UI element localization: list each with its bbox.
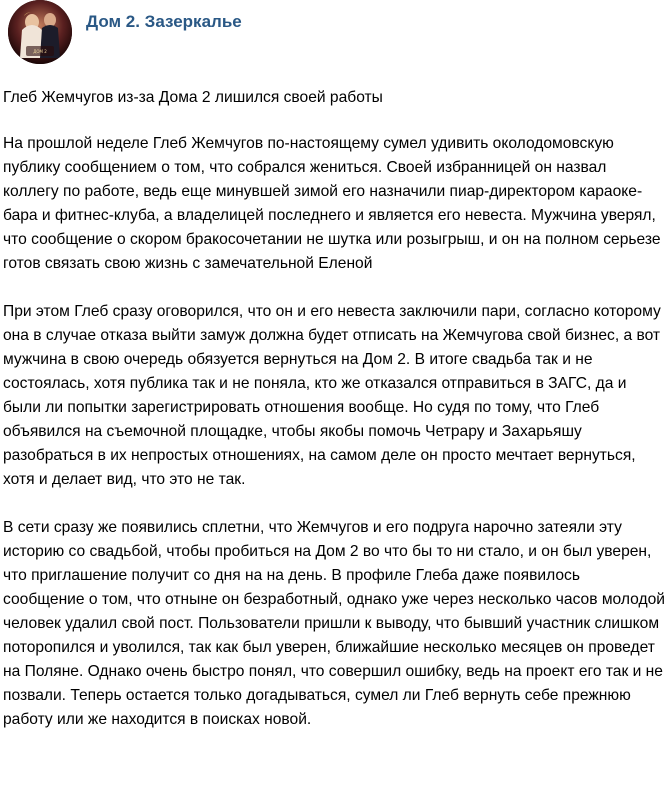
group-avatar-icon: [8, 0, 72, 64]
group-avatar[interactable]: [8, 0, 72, 64]
svg-text:ДОМ 2: ДОМ 2: [33, 49, 47, 54]
post-paragraph: На прошлой неделе Глеб Жемчугов по-настоящему сумел удивить околодомовскую публику сообщением о том, что собрался жениться. Своей избранницей он назвал коллегу по работе, ведь еще минувшей зимой его назначили пиар-директором караоке-бара и фитнес-клуба, а владелицей последнего и является его невеста. Мужчина уверял, что сообщение о скором бракосочетании не шутка или розыгрыш, и он на полном серьезе готов связать свою жизнь с замечательной Еленой: [3, 135, 661, 272]
group-name-link[interactable]: Дом 2. Зазеркалье: [86, 12, 242, 31]
post-paragraph: В сети сразу же появились сплетни, что Жемчугов и его подруга нарочно затеяли эту историю со свадьбой, чтобы пробиться на Дом 2 во что бы то ни стало, и он был уверен, что приглашение получит со дня на на день. В профиле Глеба даже появилось сообщение о том, что отныне он безработный, однако уже через несколько часов молодой человек удалил свой пост. Пользователи пришли к выводу, что бывший участник слишком поторопился и уволился, так как был уверен, ближайшие несколько месяцев он проведет на Поляне. Однако очень быстро понял, что совершил ошибку, ведь на проект его так и не позвали. Теперь остается только догадываться, сумел ли Глеб вернуть себе прежнюю работу или же находится в поисках новой.: [3, 519, 665, 728]
post-header: [8, 0, 658, 70]
post-title: Глеб Жемчугов из-за Дома 2 лишился своей работы: [3, 89, 383, 106]
post-body: [3, 86, 665, 756]
post-paragraph: При этом Глеб сразу оговорился, что он и его невеста заключили пари, согласно которому она в случае отказа выйти замуж должна будет отписать на Жемчугова свой бизнес, а вот мужчина в свою очередь обязуется вернуться на Дом 2. В итоге свадьба так и не состоялась, хотя публика так и не поняла, кто же отказался отправиться в ЗАГС, да и были ли попытки зарегистрировать отношения вообще. Но судя по тому, что Глеб объявился на съемочной площадке, чтобы якобы помочь Четрару и Захарьяшу разобраться в их непростых отношениях, на самом деле он просто мечтает вернуться, хотя и делает вид, что это не так.: [3, 303, 661, 488]
